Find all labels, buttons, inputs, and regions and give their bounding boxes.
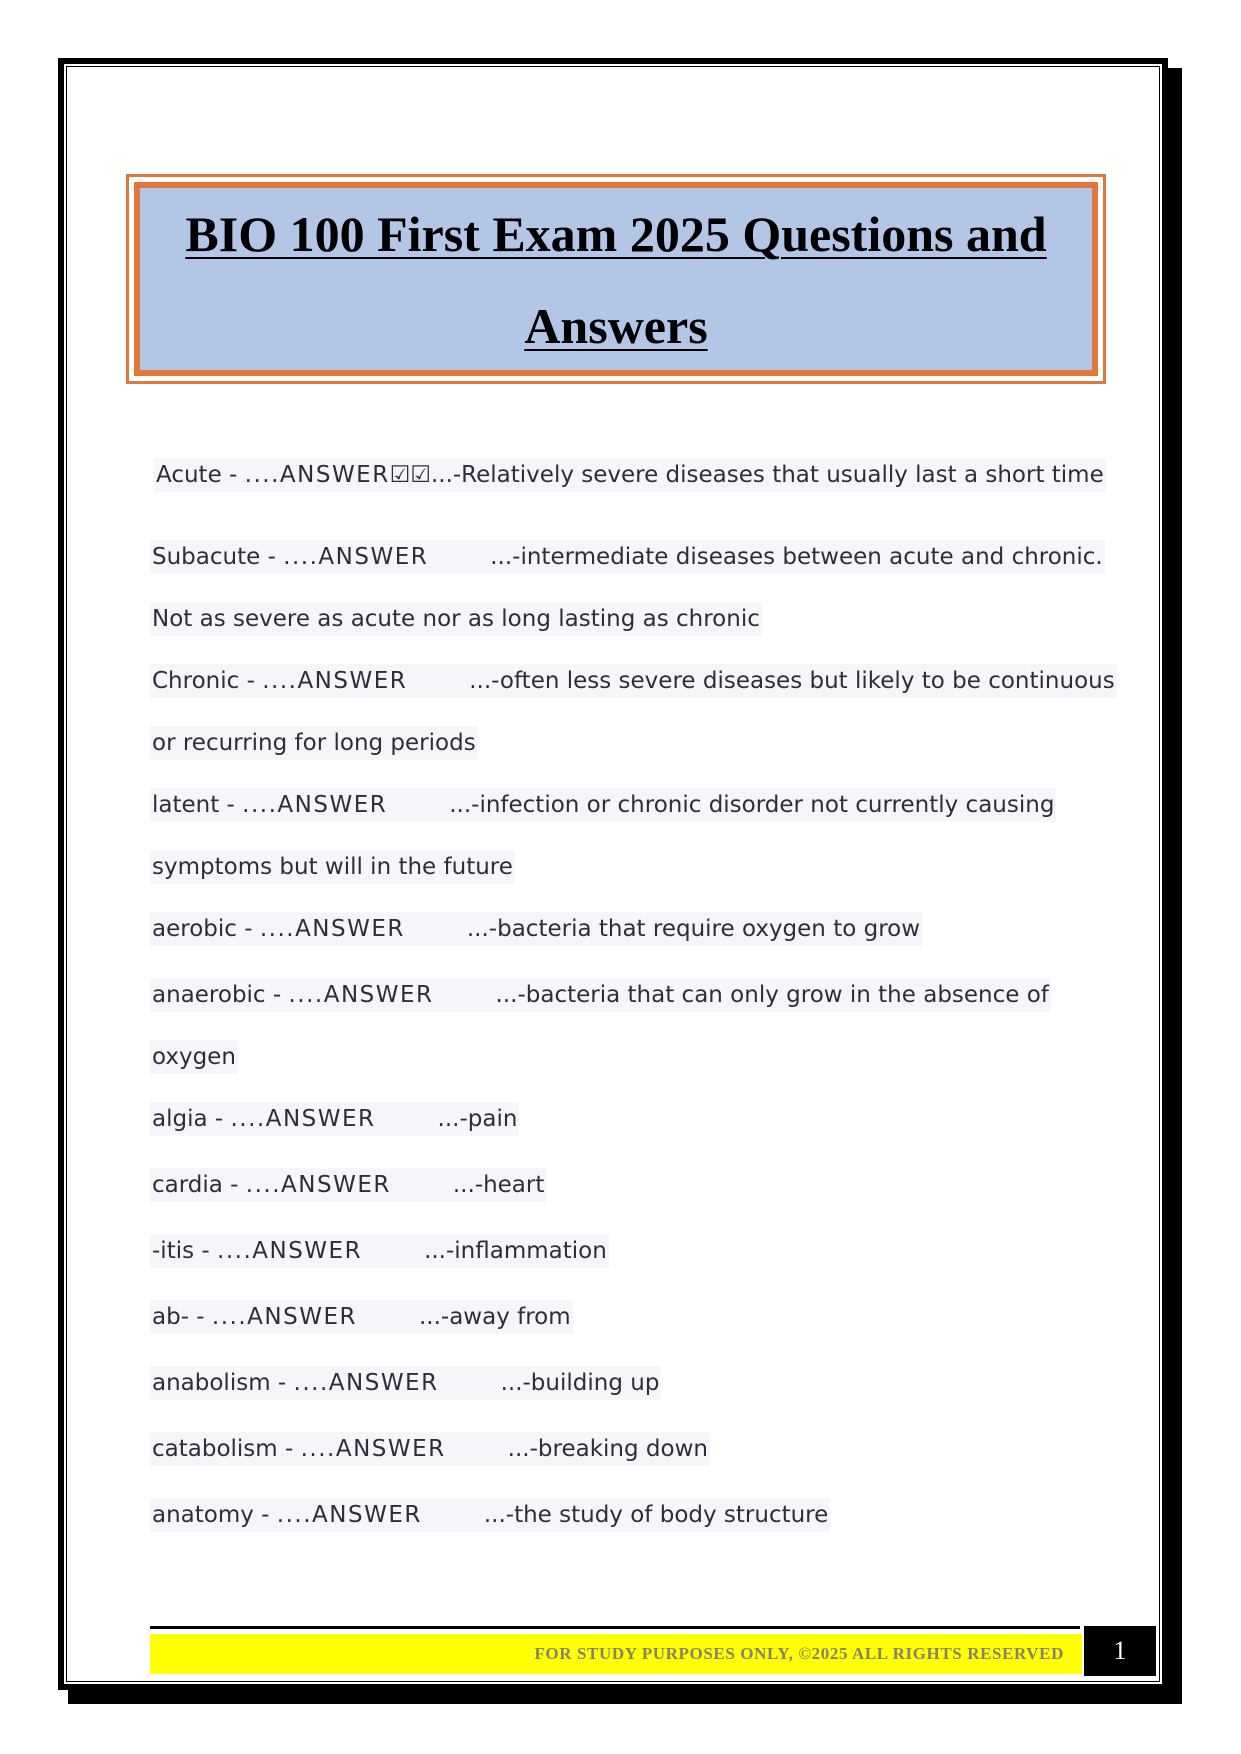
entry-term: Subacute - xyxy=(152,544,284,570)
checkbox-marks: ☑☑ xyxy=(389,462,431,488)
entry-term: cardia - xyxy=(152,1172,246,1198)
footer-bar xyxy=(150,1634,1082,1674)
entry-term: algia - xyxy=(152,1106,231,1132)
list-item xyxy=(150,1172,546,1198)
list-item xyxy=(150,916,922,942)
entry-term: -itis - xyxy=(152,1238,218,1264)
entry-term: anabolism - xyxy=(152,1370,294,1396)
entry-term: anatomy - xyxy=(152,1502,277,1528)
list-item xyxy=(150,1304,573,1330)
list-item xyxy=(150,1436,710,1462)
entry-term: latent - xyxy=(152,792,243,818)
entry-term: ab- - xyxy=(152,1304,212,1330)
entry-definition: ...-breaking down xyxy=(507,1436,708,1462)
entry-term: catabolism - xyxy=(152,1436,301,1462)
entry-definition: ...-away from xyxy=(418,1304,571,1330)
entry-answer-label: ....ANSWER xyxy=(262,668,408,694)
entry-definition: ...-bacteria that can only grow in the absence of xyxy=(495,982,1049,1008)
list-item xyxy=(150,544,1105,570)
list-item-continuation xyxy=(150,730,478,756)
list-item xyxy=(150,668,1117,694)
entry-definition: ...-heart xyxy=(452,1172,545,1198)
entry-continuation: or recurring for long periods xyxy=(150,726,478,760)
entry-answer-label: ....ANSWER xyxy=(288,982,434,1008)
title-panel xyxy=(134,182,1098,376)
title-box xyxy=(126,174,1106,384)
list-item xyxy=(154,462,1106,488)
entry-answer-label: ....ANSWER xyxy=(217,1238,363,1264)
entry-answer-label: ....ANSWER xyxy=(211,1304,357,1330)
entry-definition: ...-often less severe diseases but likely to be continuous xyxy=(469,668,1115,694)
entry-answer-label: ....ANSWER xyxy=(293,1370,439,1396)
entry-answer-label: ....ANSWER xyxy=(276,1502,422,1528)
title-line-2: Answers xyxy=(524,298,708,354)
entry-answer-label: ....ANSWER xyxy=(230,1106,376,1132)
list-item-continuation xyxy=(150,1044,238,1070)
entry-definition: ...-inflammation xyxy=(424,1238,607,1264)
entry-definition: ...-infection or chronic disorder not currently causing xyxy=(449,792,1055,818)
list-item-continuation xyxy=(150,854,515,880)
entry-definition: ...-bacteria that require oxygen to grow xyxy=(466,916,921,942)
entry-answer-label: ....ANSWER xyxy=(242,792,388,818)
list-item xyxy=(150,982,1051,1008)
entry-term: Acute - xyxy=(156,462,245,488)
list-item xyxy=(150,1238,609,1264)
footer-rule xyxy=(150,1626,1080,1629)
entry-definition: ...-pain xyxy=(437,1106,518,1132)
entry-term: anaerobic - xyxy=(152,982,289,1008)
entry-term: aerobic - xyxy=(152,916,260,942)
entry-continuation: Not as severe as acute nor as long lasting as chronic xyxy=(150,602,762,636)
entry-answer-label: ....ANSWER xyxy=(244,462,390,488)
entry-answer-label: ....ANSWER xyxy=(283,544,429,570)
entry-definition: ...-intermediate diseases between acute and chronic. xyxy=(490,544,1103,570)
entry-definition: ...-building up xyxy=(500,1370,660,1396)
entry-continuation: symptoms but will in the future xyxy=(150,850,515,884)
footer-notice: FOR STUDY PURPOSES ONLY, ©2025 ALL RIGHTS RESERVED xyxy=(534,1644,1064,1663)
title-line-1: BIO 100 First Exam 2025 Questions and xyxy=(185,206,1047,262)
entry-answer-label: ....ANSWER xyxy=(245,1172,391,1198)
entry-continuation: oxygen xyxy=(150,1040,238,1074)
document-title xyxy=(140,188,1092,372)
list-item xyxy=(150,792,1056,818)
list-item xyxy=(150,1370,661,1396)
list-item xyxy=(150,1106,519,1132)
entry-definition: ...-Relatively severe diseases that usually last a short time xyxy=(430,462,1104,488)
entry-term: Chronic - xyxy=(152,668,263,694)
list-item-continuation xyxy=(150,606,762,632)
entry-answer-label: ....ANSWER xyxy=(259,916,405,942)
list-item xyxy=(150,1502,830,1528)
entry-definition: ...-the study of body structure xyxy=(483,1502,829,1528)
page-number: 1 xyxy=(1084,1626,1156,1676)
entry-answer-label: ....ANSWER xyxy=(300,1436,446,1462)
